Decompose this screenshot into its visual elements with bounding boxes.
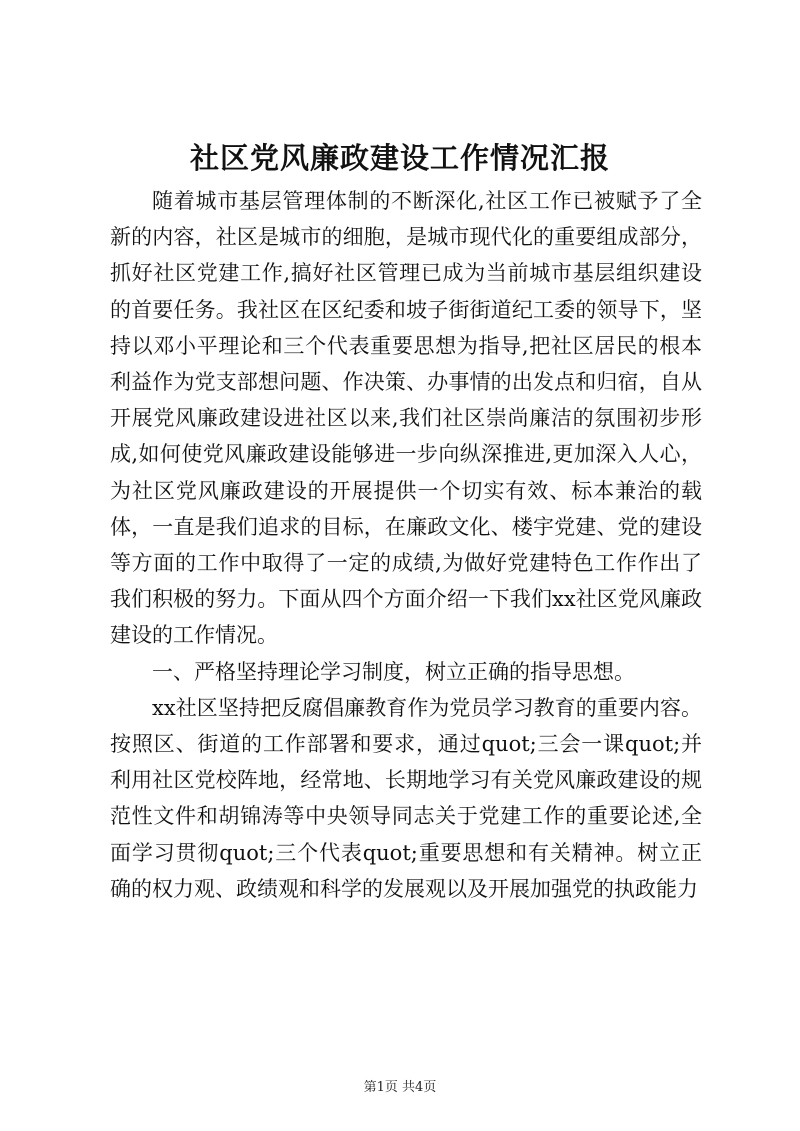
section-heading-1: 一、严格坚持理论学习制度，树立正确的指导思想。 xyxy=(152,659,635,684)
paragraph-intro: 随着城市基层管理体制的不断深化,社区工作已被赋予了全新的内容，社区是城市的细胞，是城市现代化的重要组成部分，抓好社区党建工作,搞好社区管理已成为当前城市基层组织建设的首要任务。我社区在区纪委和坡子街街道纪工委的领导下，坚持以邓小平理论和三个代表重要思想为指导,把社区居民的根本利益作为党支部想问题、作决策、办事情的出发点和归宿，自从开展党风廉政建设进社区以来,我们社区崇尚廉洁的氛围初步形成,如何使党风廉政建设能够进一步向纵深推进,更加深入人心，为社区党风廉政建设的开展提供一个切实有效、标本兼治的载体，一直是我们追求的目标，在廉政文化、楼宇党建、党的建设等方面的工作中取得了一定的成绩,为做好党建特色工作作出了我们积极的努力。下面从四个方面介绍一下我们xx社区党风廉政建设的工作情况。 xyxy=(110,189,702,648)
paragraph-section-1: xx社区坚持把反腐倡廉教育作为党员学习教育的重要内容。按照区、街道的工作部署和要求，通过quot;三会一课quot;并利用社区党校阵地，经常地、长期地学习有关党风廉政建设的规范性文件和胡锦涛等中央领导同志关于党建工作的重要论述,全面学习贯彻quot;三个代表quot;重要思想和有关精神。树立正确的权力观、政绩观和科学的发展观以及开展加强党的执政能力 xyxy=(110,695,702,901)
document-body xyxy=(110,183,702,907)
page-footer: 第1页 共4页 xyxy=(363,1080,437,1095)
document-title: 社区党风廉政建设工作情况汇报 xyxy=(189,141,610,175)
